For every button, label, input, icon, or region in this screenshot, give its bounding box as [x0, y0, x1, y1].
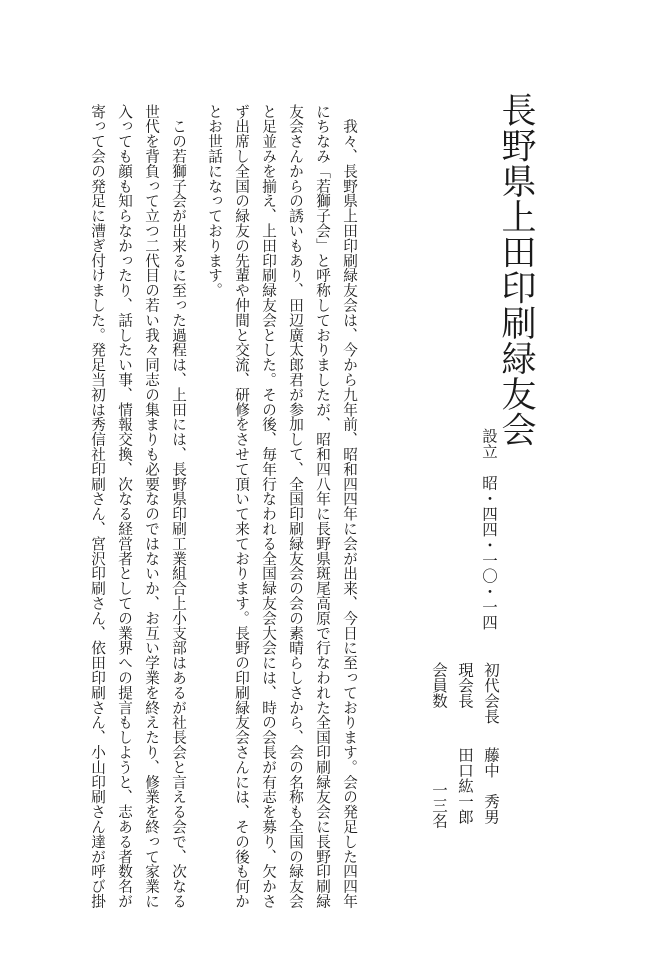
officer-value: 一三名 — [430, 782, 448, 829]
body-column: 世代を背負って立つ二代目の若い我々同志の集まりも必要なのではないか、お互い学業を終えたり、修業を終って家業に — [143, 104, 160, 909]
body-column: にちなみ「若獅子会」と呼称しておりましたが、昭和四八年に長野県斑尾高原で行なわれた全国印刷緑友会に長野印刷緑 — [314, 104, 331, 909]
body-column: 寄って会の発足に漕ぎ付けました。発足当初は秀信社印刷さん、宮沢印刷さん、依田印刷さん、小山印刷さん達が呼び掛 — [89, 104, 106, 909]
officer-role: 初代会長 — [482, 662, 500, 724]
founded-date: 昭・四四・一〇・一四 — [480, 475, 498, 630]
officer-current-president — [452, 662, 476, 852]
page-title: 長野県上田印刷緑友会 — [496, 92, 536, 447]
officer-member-count — [426, 662, 450, 852]
officer-role: 現会長 — [456, 662, 474, 709]
founded-label: 設立 — [480, 428, 498, 459]
body-column: 入っても顔も知らなかったり、話したい事、情報交換、次なる経営者としての業界への提言もしようと、志ある者数名が — [116, 104, 133, 909]
body-column: と足並みを揃え、上田印刷緑友会とした。その後、毎年行なわれる全国緑友会大会には、時の会長が有志を募り、欠かさ — [260, 104, 277, 909]
body-column: この若獅子会が出来るに至った過程は、上田には、長野県印刷工業組合上小支部はあるが社長会と言える会で、次なる — [170, 104, 187, 909]
officer-first-president — [478, 662, 502, 852]
founded-info — [476, 428, 500, 638]
body-column: ず出席し全国の緑友の先輩や仲間と交流、研修をさせて頂いて来ております。長野の印刷緑友会さんには、その後も何か — [233, 104, 250, 909]
body-column: 友会さんからの誘いもあり、田辺廣太郎君が参加して、全国印刷緑友会の会の素晴らしさから、会の名称も全国の緑友会 — [287, 104, 304, 909]
body-column: 我々、長野県上田印刷緑友会は、今から九年前、昭和四四年に会が出来、今日に至っております。会の発足した四四年 — [341, 104, 358, 909]
body-column: とお世話になっております。 — [206, 104, 223, 298]
officer-value: 藤中 秀男 — [482, 747, 500, 825]
officer-role: 会員数 — [430, 662, 448, 709]
officer-value: 田口紘一郎 — [456, 747, 474, 825]
